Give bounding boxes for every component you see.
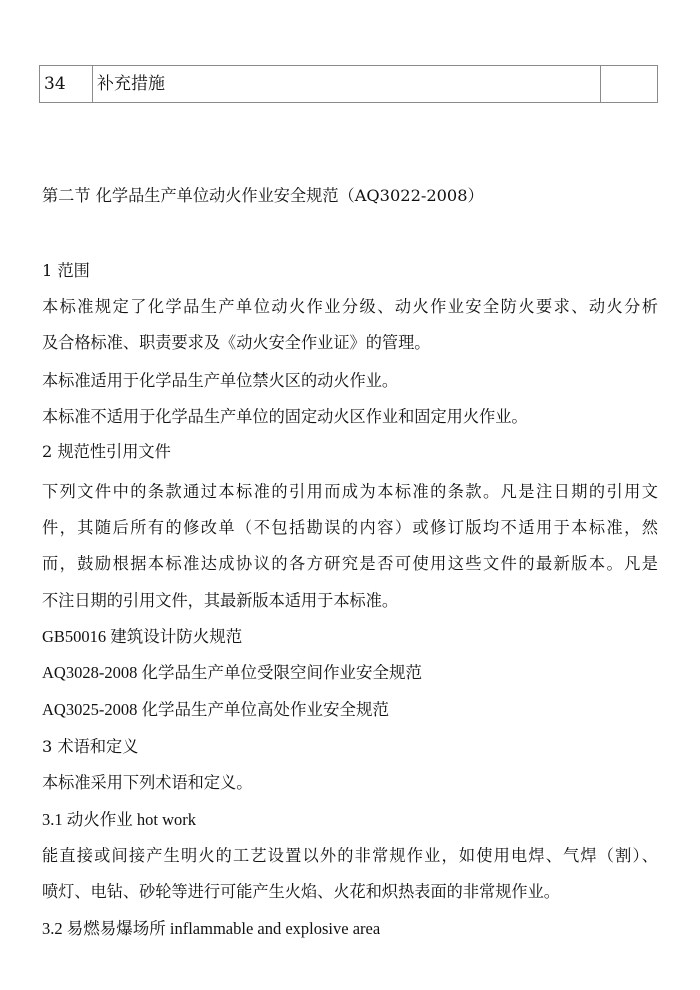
reference-aq3025: AQ3025-2008 化学品生产单位高处作业安全规范: [42, 700, 389, 719]
clause-1-text-line-2: 及合格标准、职责要求及《动火安全作业证》的管理。: [42, 333, 431, 352]
clause-3-heading: 3 术语和定义: [42, 737, 139, 756]
clause-2-text-line-3: 而，鼓励根据本标准达成协议的各方研究是否可使用这些文件的最新版本。凡是: [42, 554, 658, 573]
table-row: [40, 66, 658, 103]
row-item-cell: 补充措施: [93, 66, 601, 103]
clause-1-heading: 1 范围: [42, 261, 90, 280]
clause-1-applicability: 本标准适用于化学品生产单位禁火区的动火作业。: [42, 371, 399, 390]
clause-1-exclusion: 本标准不适用于化学品生产单位的固定动火区作业和固定用火作业。: [42, 407, 528, 426]
section-heading: 第二节 化学品生产单位动火作业安全规范（AQ3022-2008）: [42, 186, 484, 205]
term-3-2-heading: 3.2 易燃易爆场所 inflammable and explosive area: [42, 919, 381, 938]
term-3-1-text-line-1: 能直接或间接产生明火的工艺设置以外的非常规作业，如使用电焊、气焊（割）、: [42, 846, 658, 865]
clause-2-text-line-4: 不注日期的引用文件，其最新版本适用于本标准。: [42, 591, 399, 610]
measures-table-row: [39, 65, 658, 103]
reference-gb50016: GB50016 建筑设计防火规范: [42, 627, 243, 646]
reference-aq3028: AQ3028-2008 化学品生产单位受限空间作业安全规范: [42, 663, 422, 682]
term-3-1-text-line-2: 喷灯、电钻、砂轮等进行可能产生火焰、火花和炽热表面的非常规作业。: [42, 882, 560, 901]
row-extra-cell: [601, 66, 658, 103]
row-number-cell: 34: [40, 66, 93, 103]
clause-1-text-line-1: 本标准规定了化学品生产单位动火作业分级、动火作业安全防火要求、动火分析: [42, 297, 658, 316]
term-3-1-heading: 3.1 动火作业 hot work: [42, 810, 196, 829]
clause-2-text-line-2: 件，其随后所有的修改单（不包括勘误的内容）或修订版均不适用于本标准，然: [42, 518, 658, 537]
clause-3-intro: 本标准采用下列术语和定义。: [42, 773, 253, 792]
clause-2-heading: 2 规范性引用文件: [42, 442, 171, 461]
clause-2-text-line-1: 下列文件中的条款通过本标准的引用而成为本标准的条款。凡是注日期的引用文: [42, 482, 658, 501]
